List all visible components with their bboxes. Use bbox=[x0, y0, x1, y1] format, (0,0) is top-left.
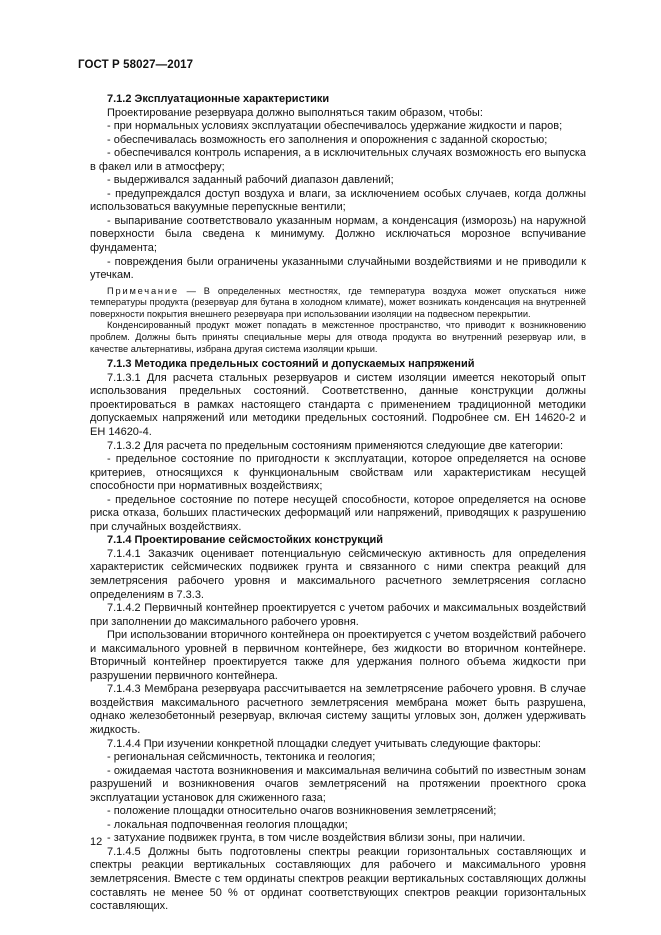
list-item: - региональная сейсмичность, тектоника и геология; bbox=[107, 751, 376, 764]
section-heading-7-1-3: 7.1.3 Методика предельных состояний и допускаемых напряжений bbox=[107, 358, 475, 371]
list-item: - обеспечивалась возможность его заполнения и опорожнения с заданной скоростью; bbox=[107, 133, 548, 146]
paragraph: 7.1.4.1 Заказчик оценивает потенциальную сейсмическую активность для определения характеристик сейсмических подвижек грунта и связанного с ними спектра реакций для землетрясения рабочего уровня и максимального расчетного землетрясения согласно определениям в 7.3.3. bbox=[90, 547, 586, 601]
paragraph: 7.1.4.5 Должны быть подготовлены спектры реакции горизонтальных составляющих и спектры реакции вертикальных составляющих для рабочего и максимального уровня землетрясения. Вместе с тем ординаты спектров реакции вертикальных составляющих должны составлять не менее 50 % от ординат соответствующих спектров реакции горизонтальных составляющих. bbox=[90, 845, 586, 913]
paragraph: 7.1.4.2 Первичный контейнер проектируется с учетом рабочих и максимальных воздействий при заполнении до максимального рабочего уровня. bbox=[90, 602, 586, 628]
list-item: - при нормальных условиях эксплуатации обеспечивалось удержание жидкости и паров; bbox=[107, 120, 563, 133]
paragraph: 7.1.4.4 При изучении конкретной площадки следует учитывать следующие факторы: bbox=[107, 737, 541, 750]
list-item: - повреждения были ограничены указанными случайными воздействиями и не приводили к утечкам. bbox=[90, 255, 586, 282]
page-body bbox=[90, 93, 586, 914]
paragraph: 7.1.3.2 Для расчета по предельным состояниям применяются следующие две категории: bbox=[107, 439, 564, 452]
paragraph: 7.1.4.3 Мембрана резервуара рассчитывается на землетрясение рабочего уровня. В случае воздействия максимального расчетного землетрясения мембрана может быть разрушена, однако железобетонный резервуар, включая систему защиты угловых зон, должен удерживать жидкость. bbox=[90, 683, 586, 736]
note-paragraph-2: Конденсированный продукт может попадать в межстенное пространство, что приводит к возникновению проблем. Должны быть приняты специальные меры для отвода продукта во внутренний резервуар или, в качестве альтернативы, избрана другая система изоляции крыши. bbox=[90, 320, 586, 354]
document-header: ГОСТ Р 58027—2017 bbox=[78, 59, 194, 71]
section-heading-7-1-2: 7.1.2 Эксплуатационные характеристики bbox=[107, 93, 330, 105]
list-item: - предельное состояние по потере несущей способности, которое определяется на основе риска отказа, больших пластических деформаций или напряжений, приводящих к разрушению при случайных воздействиях. bbox=[90, 493, 586, 533]
section-heading-7-1-4: 7.1.4 Проектирование сейсмостойких конструкций bbox=[107, 534, 384, 547]
note-paragraph bbox=[90, 286, 586, 321]
list-item: - обеспечивался контроль испарения, а в исключительных случаях возможность его выпуска в факел или в атмосферу; bbox=[90, 147, 586, 173]
note-label: Примечание bbox=[107, 285, 179, 296]
list-item: - затухание подвижек грунта, в том числе воздействия вблизи зоны, при наличии. bbox=[107, 832, 526, 845]
page-number: 12 bbox=[90, 836, 103, 848]
list-item: - положение площадки относительно очагов возникновения землетрясений; bbox=[107, 805, 497, 818]
list-item: - выпаривание соответствовало указанным нормам, а конденсация (изморозь) на наружной поверхности была сведена к минимуму. Должно исключаться морозное вспучивание фундамента; bbox=[90, 214, 586, 255]
list-item: - предельное состояние по пригодности к эксплуатации, которое определяется на основе критериев, относящихся к функциональным свойствам или характеристикам несущей способности при нормативных воздействиях; bbox=[90, 453, 586, 493]
list-item: - выдерживался заданный рабочий диапазон давлений; bbox=[107, 174, 394, 187]
paragraph: Проектирование резервуара должно выполняться таким образом, чтобы: bbox=[107, 106, 483, 119]
note-text: — В определенных местностях, где температура воздуха может опускаться ниже температуры продукта (резервуар для бутана в холодном климате), может возникать конденсация на внутренней поверхности покрытия внешнего резервуара при использовании изоляции на подвесном перекрытии. bbox=[90, 285, 586, 319]
paragraph: При использовании вторичного контейнера он проектируется с учетом воздействий рабочего и максимального уровней в первичном контейнере, без жидкости во вторичном контейнере. Вторичный контейнер проектируется также для удержания полного объема жидкости при разрушении первичного контейнера. bbox=[90, 629, 586, 682]
list-item: - локальная подпочвенная геология площадки; bbox=[107, 818, 348, 831]
list-item: - ожидаемая частота возникновения и максимальная величина событий по известным зонам разрушений и возникновения очагов землетрясений на протяжении проектного срока эксплуатации установок для сжиженного газа; bbox=[90, 764, 586, 804]
list-item: - предупреждался доступ воздуха и влаги, за исключением особых случаев, когда должны использоваться вакуумные перепускные вентили; bbox=[90, 187, 586, 214]
paragraph: 7.1.3.1 Для расчета стальных резервуаров и систем изоляции имеется некоторый опыт использования предельных состояний. Соответственно, данные конструкции должны проектироваться в рамках настоящего стандарта с применением традиционной методики допускаемых напряжений или методики предельных состояний. Подробнее см. ЕН 14620-2 и ЕН 14620-4. bbox=[90, 371, 586, 438]
